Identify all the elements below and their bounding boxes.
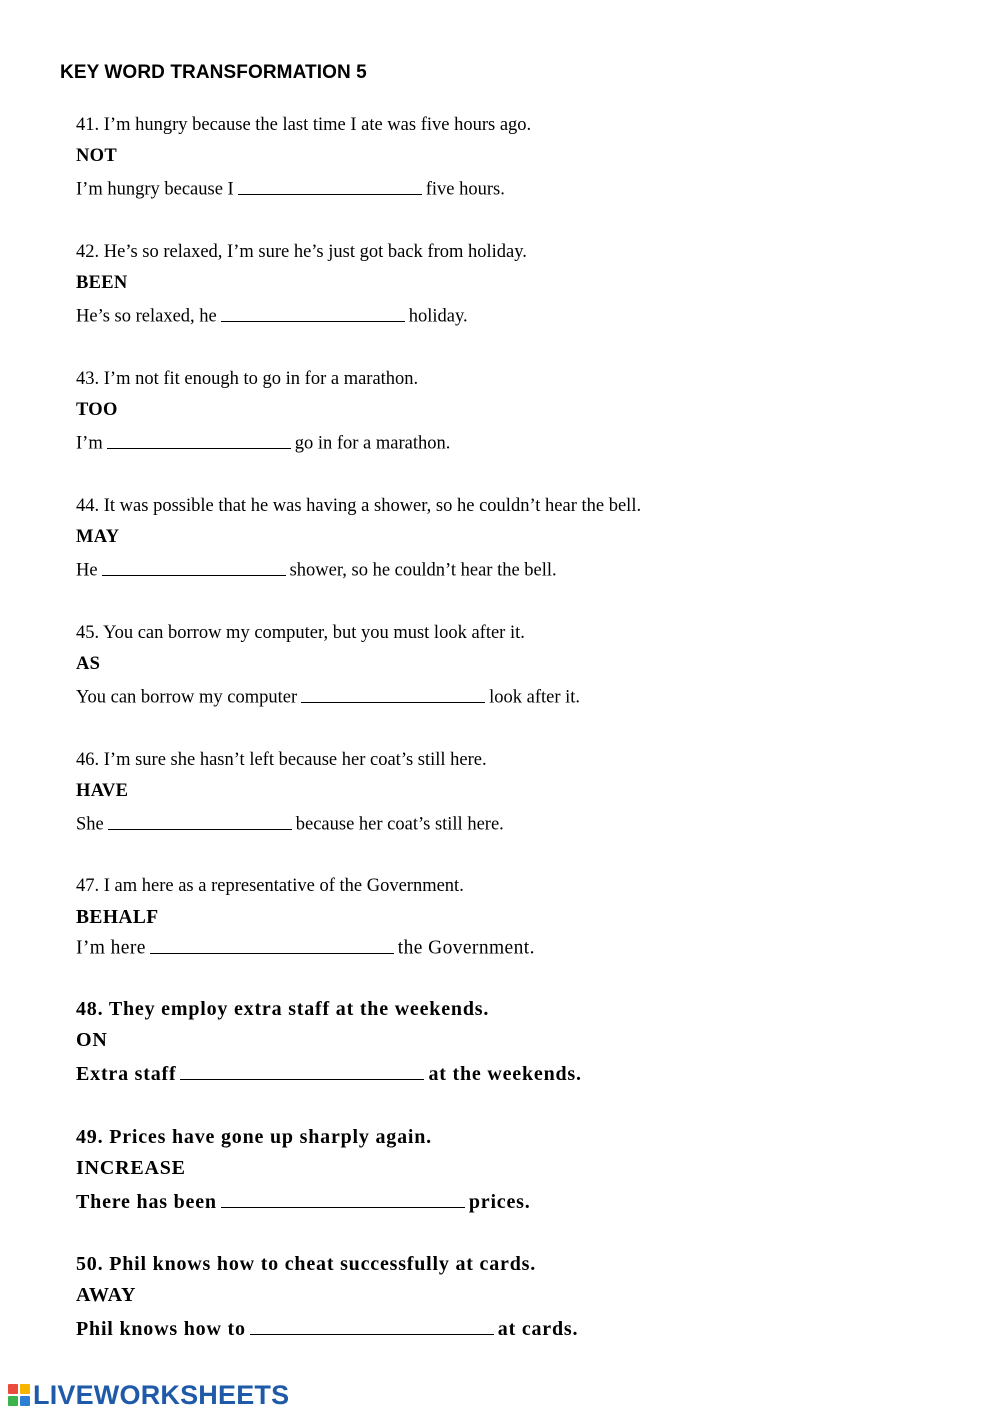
answer-blank[interactable] [301,685,485,703]
answer-blank[interactable] [108,812,292,830]
sentence-prefix: I’m [76,433,103,454]
original-sentence: 50. Phil knows how to cheat successfully at cards. [76,1253,537,1275]
key-word: AS [76,654,101,674]
answer-blank[interactable] [250,1316,494,1335]
original-sentence: 49. Prices have gone up sharply again. [76,1126,432,1148]
sentence-prefix: Extra staff [76,1063,177,1085]
transformation-line [76,304,468,328]
key-word: ON [76,1029,108,1051]
sentence-suffix: holiday. [408,306,468,327]
answer-blank[interactable] [238,177,422,195]
sentence-suffix: at cards. [497,1318,579,1340]
answer-blank[interactable] [102,558,286,576]
transformation-line [76,431,450,455]
key-word: BEHALF [76,907,159,928]
answer-blank[interactable] [150,935,394,954]
sentence-prefix: Phil knows how to [76,1318,246,1340]
key-word: HAVE [76,781,129,801]
sentence-prefix: I’m hungry because I [76,179,234,200]
original-sentence: 41. I’m hungry because the last time I ate was five hours ago. [76,115,532,135]
answer-blank[interactable] [180,1061,424,1080]
sentence-prefix: I’m here [76,937,146,959]
key-word: INCREASE [76,1157,186,1179]
sentence-suffix: five hours. [425,179,505,200]
sentence-suffix: because her coat’s still here. [295,814,504,835]
sentence-suffix: go in for a marathon. [294,433,451,454]
sentence-suffix: prices. [468,1191,531,1213]
sentence-suffix: shower, so he couldn’t hear the bell. [289,560,557,581]
sentence-suffix: at the weekends. [428,1063,582,1085]
key-word: TOO [76,400,118,420]
transformation-line [76,177,505,201]
key-word: MAY [76,527,120,547]
logo-square-yellow [20,1384,30,1394]
transformation-line [76,1061,582,1086]
key-word: AWAY [76,1284,137,1306]
logo-square-green [8,1396,18,1406]
logo-text: LIVEWORKSHEETS [33,1379,290,1410]
original-sentence: 45. You can borrow my computer, but you must look after it. [76,623,525,643]
logo-square-blue [20,1396,30,1406]
liveworksheets-logo-icon [8,1384,30,1406]
original-sentence: 44. It was possible that he was having a shower, so he couldn’t hear the bell. [76,496,642,516]
transformation-line [76,1316,578,1341]
original-sentence: 42. He’s so relaxed, I’m sure he’s just got back from holiday. [76,242,527,262]
sentence-prefix: He’s so relaxed, he [76,306,217,327]
answer-blank[interactable] [107,431,291,449]
transformation-line [76,935,535,960]
transformation-line [76,685,580,709]
transformation-line [76,812,504,836]
sentence-prefix: You can borrow my computer [76,687,298,708]
page-title: KEY WORD TRANSFORMATION 5 [60,62,367,83]
original-sentence: 46. I’m sure she hasn’t left because her coat’s still here. [76,750,487,770]
original-sentence: 47. I am here as a representative of the Government. [76,876,464,896]
key-word: NOT [76,146,117,166]
sentence-suffix: look after it. [489,687,581,708]
sentence-suffix: the Government. [397,937,535,959]
original-sentence: 48. They employ extra staff at the weekends. [76,998,490,1020]
original-sentence: 43. I’m not fit enough to go in for a marathon. [76,369,419,389]
logo-square-red [8,1384,18,1394]
key-word: BEEN [76,273,128,293]
sentence-prefix: There has been [76,1191,217,1213]
answer-blank[interactable] [221,304,405,322]
transformation-line [76,558,557,582]
sentence-prefix: He [76,560,98,581]
sentence-prefix: She [76,814,104,835]
liveworksheets-logo[interactable] [8,1380,289,1410]
answer-blank[interactable] [221,1189,465,1208]
transformation-line [76,1189,531,1214]
